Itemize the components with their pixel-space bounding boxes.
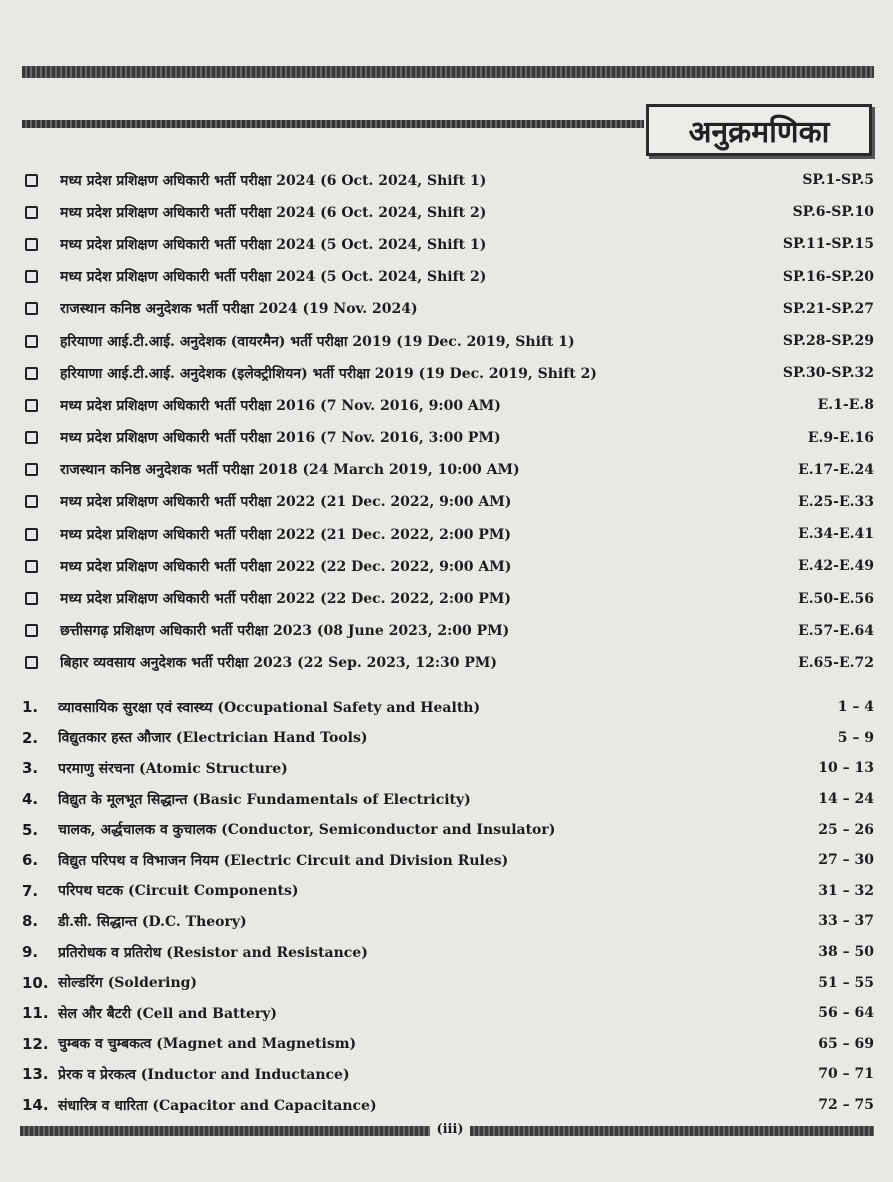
chapter-list-item [22, 845, 874, 876]
checkbox-icon [25, 238, 38, 251]
exam-title: बिहार व्यवसाय अनुदेशक भर्ती परीक्षा 2023 (22 Sep. 2023, 12:30 PM) [60, 655, 498, 672]
exam-title: मध्य प्रदेश प्रशिक्षण अधिकारी भर्ती परीक्षा 2024 (6 Oct. 2024, Shift 1) [60, 172, 487, 189]
exam-pages: SP.1-SP.5 [802, 172, 874, 189]
chapter-pages: 31 – 32 [818, 882, 874, 899]
title-rule [22, 120, 644, 128]
exam-title: राजस्थान कनिष्ठ अनुदेशक भर्ती परीक्षा 2018 (24 March 2019, 10:00 AM) [60, 462, 520, 479]
exam-title: मध्य प्रदेश प्रशिक्षण अधिकारी भर्ती परीक्षा 2024 (5 Oct. 2024, Shift 2) [60, 269, 487, 286]
chapter-number: 4. [22, 790, 39, 809]
chapter-list-item [22, 1059, 874, 1090]
checkbox-icon [25, 335, 38, 348]
exam-list-item [22, 550, 874, 582]
chapter-title: विद्युत परिपथ व विभाजन नियम (Electric Circuit and Division Rules) [58, 852, 509, 869]
exam-title: हरियाणा आई.टी.आई. अनुदेशक (वायरमैन) भर्ती परीक्षा 2019 (19 Dec. 2019, Shift 1) [60, 333, 575, 350]
chapter-title: परमाणु संरचना (Atomic Structure) [58, 760, 288, 777]
exam-list-item [22, 454, 874, 486]
chapter-number: 6. [22, 851, 39, 870]
exam-title: मध्य प्रदेश प्रशिक्षण अधिकारी भर्ती परीक्षा 2022 (21 Dec. 2022, 9:00 AM) [60, 494, 512, 511]
exam-pages: E.34-E.41 [798, 526, 874, 543]
chapter-list-item [22, 784, 874, 815]
chapter-pages: 33 – 37 [818, 913, 874, 930]
chapter-number: 13. [22, 1065, 49, 1084]
chapter-pages: 72 – 75 [818, 1097, 874, 1114]
checkbox-icon [25, 463, 38, 476]
checkbox-icon [25, 270, 38, 283]
exam-title: मध्य प्रदेश प्रशिक्षण अधिकारी भर्ती परीक्षा 2024 (6 Oct. 2024, Shift 2) [60, 204, 487, 221]
checkbox-icon [25, 495, 38, 508]
exam-title: छत्तीसगढ़ प्रशिक्षण अधिकारी भर्ती परीक्षा 2023 (08 June 2023, 2:00 PM) [60, 623, 510, 640]
exam-title: मध्य प्रदेश प्रशिक्षण अधिकारी भर्ती परीक्षा 2022 (22 Dec. 2022, 9:00 AM) [60, 558, 512, 575]
chapter-pages: 70 – 71 [818, 1066, 874, 1083]
chapter-list-item [22, 753, 874, 784]
checkbox-icon [25, 624, 38, 637]
chapter-number: 2. [22, 728, 39, 747]
exam-pages: E.50-E.56 [798, 590, 874, 607]
exam-title: मध्य प्रदेश प्रशिक्षण अधिकारी भर्ती परीक्षा 2016 (7 Nov. 2016, 3:00 PM) [60, 430, 501, 447]
exam-paper-list [22, 164, 874, 679]
chapter-title: विद्युतकार हस्त औजार (Electrician Hand Tools) [58, 730, 368, 747]
exam-pages: E.65-E.72 [798, 654, 874, 671]
checkbox-icon [25, 528, 38, 541]
chapter-number: 12. [22, 1034, 49, 1053]
chapter-title: व्यावसायिक सुरक्षा एवं स्वास्थ्य (Occupational Safety and Health) [58, 699, 481, 716]
chapter-list [22, 692, 874, 1120]
exam-title: मध्य प्रदेश प्रशिक्षण अधिकारी भर्ती परीक्षा 2024 (5 Oct. 2024, Shift 1) [60, 236, 487, 253]
exam-list-item [22, 647, 874, 679]
chapter-pages: 51 – 55 [818, 974, 874, 991]
exam-list-item [22, 164, 874, 196]
checkbox-icon [25, 560, 38, 573]
chapter-list-item [22, 723, 874, 754]
chapter-title: प्रतिरोधक व प्रतिरोध (Resistor and Resistance) [58, 944, 368, 961]
chapter-number: 9. [22, 943, 39, 962]
chapter-list-item [22, 692, 874, 723]
chapter-list-item [22, 814, 874, 845]
chapter-number: 5. [22, 820, 39, 839]
exam-list-item [22, 422, 874, 454]
chapter-list-item [22, 906, 874, 937]
chapter-title: सेल और बैटरी (Cell and Battery) [58, 1005, 278, 1022]
exam-pages: E.42-E.49 [798, 558, 874, 575]
checkbox-icon [25, 592, 38, 605]
exam-title: हरियाणा आई.टी.आई. अनुदेशक (इलेक्ट्रीशियन) भर्ती परीक्षा 2019 (19 Dec. 2019, Shift 2) [60, 365, 597, 382]
exam-list-item [22, 357, 874, 389]
chapter-pages: 5 – 9 [837, 729, 874, 746]
chapter-pages: 27 – 30 [818, 852, 874, 869]
exam-list-item [22, 228, 874, 260]
chapter-number: 11. [22, 1004, 49, 1023]
exam-pages: E.1-E.8 [817, 397, 874, 414]
chapter-pages: 65 – 69 [818, 1035, 874, 1052]
page-number: (iii) [436, 1122, 464, 1137]
chapter-pages: 38 – 50 [818, 944, 874, 961]
chapter-pages: 56 – 64 [818, 1005, 874, 1022]
chapter-pages: 10 – 13 [818, 760, 874, 777]
chapter-title: प्रेरक व प्रेरकत्व (Inductor and Inductance) [58, 1066, 350, 1083]
chapter-number: 1. [22, 698, 39, 717]
exam-list-item [22, 518, 874, 550]
chapter-pages: 25 – 26 [818, 821, 874, 838]
exam-list-item [22, 389, 874, 421]
exam-pages: SP.11-SP.15 [782, 236, 874, 253]
chapter-number: 7. [22, 881, 39, 900]
top-decorative-bar [22, 66, 874, 78]
chapter-list-item [22, 967, 874, 998]
exam-list-item [22, 486, 874, 518]
chapter-number: 3. [22, 759, 39, 778]
chapter-pages: 1 – 4 [837, 699, 874, 716]
chapter-list-item [22, 998, 874, 1029]
exam-list-item [22, 261, 874, 293]
chapter-list-item [22, 876, 874, 907]
exam-pages: SP.16-SP.20 [782, 268, 874, 285]
exam-pages: E.57-E.64 [798, 622, 874, 639]
chapter-number: 14. [22, 1096, 49, 1115]
exam-title: राजस्थान कनिष्ठ अनुदेशक भर्ती परीक्षा 2024 (19 Nov. 2024) [60, 301, 418, 318]
exam-title: मध्य प्रदेश प्रशिक्षण अधिकारी भर्ती परीक्षा 2016 (7 Nov. 2016, 9:00 AM) [60, 397, 501, 414]
chapter-title: संधारित्र व धारिता (Capacitor and Capacitance) [58, 1097, 377, 1114]
exam-pages: E.9-E.16 [807, 429, 874, 446]
checkbox-icon [25, 174, 38, 187]
chapter-list-item [22, 1090, 874, 1121]
exam-pages: SP.28-SP.29 [782, 333, 874, 350]
chapter-list-item [22, 937, 874, 968]
chapter-list-item [22, 1029, 874, 1060]
exam-list-item [22, 325, 874, 357]
checkbox-icon [25, 367, 38, 380]
chapter-title: चुम्बक व चुम्बकत्व (Magnet and Magnetism) [58, 1036, 357, 1053]
checkbox-icon [25, 302, 38, 315]
chapter-number: 10. [22, 973, 49, 992]
exam-list-item [22, 196, 874, 228]
bottom-decorative-bar-right [470, 1126, 874, 1136]
chapter-title: डी.सी. सिद्धान्त (D.C. Theory) [58, 913, 247, 930]
exam-pages: SP.6-SP.10 [792, 204, 874, 221]
exam-pages: E.17-E.24 [798, 461, 874, 478]
bottom-decorative-bar-left [20, 1126, 430, 1136]
exam-pages: SP.30-SP.32 [782, 365, 874, 382]
chapter-title: सोल्डरिंग (Soldering) [58, 975, 198, 992]
checkbox-icon [25, 206, 38, 219]
chapter-pages: 14 – 24 [818, 791, 874, 808]
checkbox-icon [25, 431, 38, 444]
exam-pages: E.25-E.33 [798, 493, 874, 510]
exam-title: मध्य प्रदेश प्रशिक्षण अधिकारी भर्ती परीक्षा 2022 (22 Dec. 2022, 2:00 PM) [60, 591, 512, 608]
chapter-title: चालक, अर्द्धचालक व कुचालक (Conductor, Semiconductor and Insulator) [58, 822, 556, 839]
exam-list-item [22, 615, 874, 647]
chapter-title: विद्युत के मूलभूत सिद्धान्त (Basic Fundamentals of Electricity) [58, 791, 471, 808]
exam-title: मध्य प्रदेश प्रशिक्षण अधिकारी भर्ती परीक्षा 2022 (21 Dec. 2022, 2:00 PM) [60, 526, 512, 543]
exam-list-item [22, 293, 874, 325]
page-title: अनुक्रमणिका [646, 104, 872, 156]
chapter-number: 8. [22, 912, 39, 931]
exam-pages: SP.21-SP.27 [782, 300, 874, 317]
exam-list-item [22, 582, 874, 614]
chapter-title: परिपथ घटक (Circuit Components) [58, 883, 299, 900]
checkbox-icon [25, 656, 38, 669]
checkbox-icon [25, 399, 38, 412]
